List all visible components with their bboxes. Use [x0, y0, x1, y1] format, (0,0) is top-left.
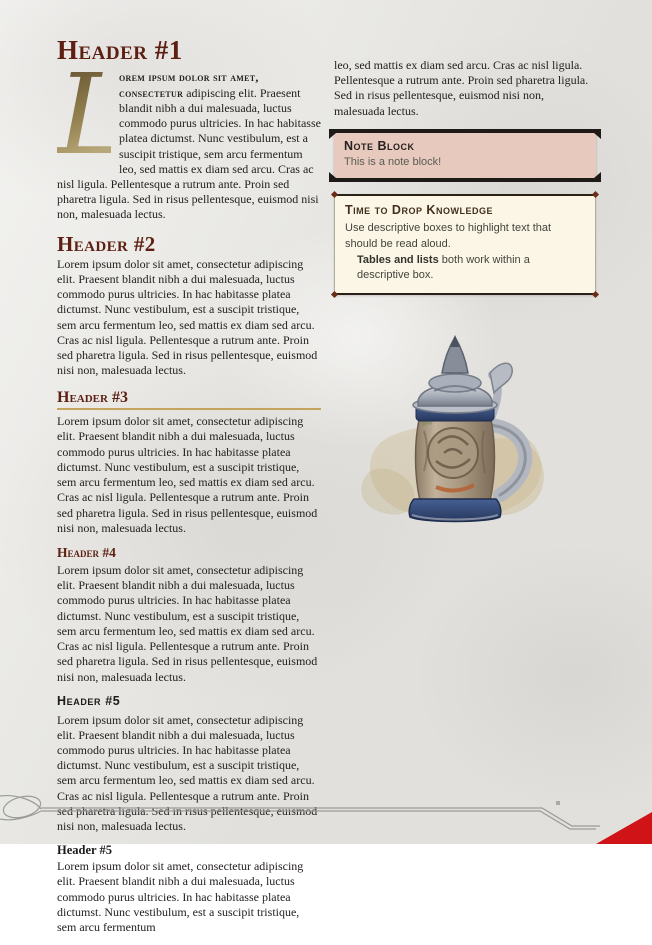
paragraph-h3: Lorem ipsum dolor sit amet, consectetur adipiscing elit. Praesent blandit nibh a dui malesuada, luctus commodo purus ultricies. In hac habitasse platea dictumst. Nunc vestibulum, est a suscipit tristique, sem arcu fermentum leo, sed mattis ex diam sed arcu. Cras ac nisl ligula. Pellentesque a rutrum ante. Proin sed pharetra ligula. Sed in risus pellentesque, euismod nisi non, malesuada lectus. [57, 414, 318, 535]
descriptive-box-bold-lead: Tables and lists [357, 253, 439, 266]
note-block-title: Note Block [344, 138, 415, 153]
paragraph-h2: Lorem ipsum dolor sit amet, consectetur adipiscing elit. Praesent blandit nibh a dui malesuada, luctus commodo purus ultricies. In hac habitasse platea dictumst. Nunc vestibulum, est a suscipit tristique, sem arcu fermentum leo, sed mattis ex diam sed arcu. Cras ac nisl ligula. Pellentesque a rutrum ante. Proin sed pharetra ligula. Sed in risus pellentesque, euismod nisi non, malesuada lectus. [57, 256, 318, 378]
descriptive-box [334, 194, 596, 296]
beer-stein-illustration [352, 321, 562, 536]
paragraph-h5-bold-truncated: Lorem ipsum dolor sit amet, consectetur adipiscing elit. Praesent blandit nibh a dui malesuada, luctus commodo purus ultricies. In hac habitasse platea dictumst. Nunc vestibulum, est a suscipit tristique, sem arcu fermentum [57, 859, 304, 935]
corner-dot-icon [331, 191, 338, 198]
lead-smallcaps-text: orem ipsum dolor sit amet, consectetur [119, 70, 259, 100]
drop-cap-letter: L [57, 50, 132, 181]
footer-square-dot-icon [556, 801, 560, 805]
corner-dot-icon [592, 191, 599, 198]
right-column [334, 58, 596, 536]
paragraph-h4: Lorem ipsum dolor sit amet, consectetur adipiscing elit. Praesent blandit nibh a dui malesuada, luctus commodo purus ultricies. In hac habitasse platea dictumst. Nunc vestibulum, est a suscipit tristique, sem arcu fermentum leo, sed mattis ex diam sed arcu. Cras ac nisl ligula. Pellentesque a rutrum ante. Proin sed pharetra ligula. Sed in risus pellentesque, euismod nisi non, malesuada lectus. [57, 562, 318, 684]
header-3: Header #3 [57, 389, 321, 411]
descriptive-box-text: Use descriptive boxes to highlight text that should be read aloud. [345, 221, 552, 250]
header-5-caps: Header #5 [57, 693, 121, 708]
descriptive-box-title: Time to Drop Knowledge [345, 202, 493, 217]
lead-rest-text: adipiscing elit. Praesent blandit nibh a dui malesuada, luctus commodo purus ultricies. In hac habitasse platea dictumst. Nunc vestibulum, est a suscipit tristique, sem arcu fermentum leo, sed mattis ex diam sed arcu. Cras ac nisl ligula. Pellentesque a rutrum ante. Proin sed pharetra ligula. Sed in risus pellentesque, euismod nisi non, malesuada lectus. [57, 85, 321, 222]
header-2: Header #2 [57, 231, 156, 256]
corner-dot-icon [592, 291, 599, 298]
descriptive-box-bold-rest: both work within a descriptive box. [357, 253, 530, 282]
header-5-bold: Header #5 [57, 843, 112, 858]
note-block-text: This is a note block! [344, 155, 442, 168]
corner-dot-icon [331, 291, 338, 298]
header-1: Header #1 [57, 35, 183, 65]
corner-red-triangle-icon [596, 812, 652, 844]
footer-decoration [0, 792, 652, 844]
note-block [334, 129, 596, 182]
note-block-top-bar [329, 129, 601, 133]
paragraph-h5: Lorem ipsum dolor sit amet, consectetur adipiscing elit. Praesent blandit nibh a dui malesuada, luctus commodo purus ultricies. In hac habitasse platea dictumst. Nunc vestibulum, est a suscipit tristique, sem arcu fermentum leo, sed mattis ex diam sed arcu. Cras ac nisl ligula. Pellentesque a rutrum ante. Proin sed pharetra ligula. Sed in risus pellentesque, euismod nisi non, malesuada lectus. [57, 712, 318, 834]
descriptive-box-indented-line [345, 253, 585, 285]
beer-stein-svg [352, 321, 562, 536]
header-4: Header #4 [57, 545, 116, 561]
note-block-body [334, 133, 596, 178]
note-block-bottom-bar [329, 178, 601, 182]
right-lead-paragraph: leo, sed mattis ex diam sed arcu. Cras ac nisl ligula. Pellentesque a rutrum ante. Proin sed pharetra ligula. Sed in risus pellentesque, euismod nisi non, malesuada lectus. [334, 58, 589, 118]
